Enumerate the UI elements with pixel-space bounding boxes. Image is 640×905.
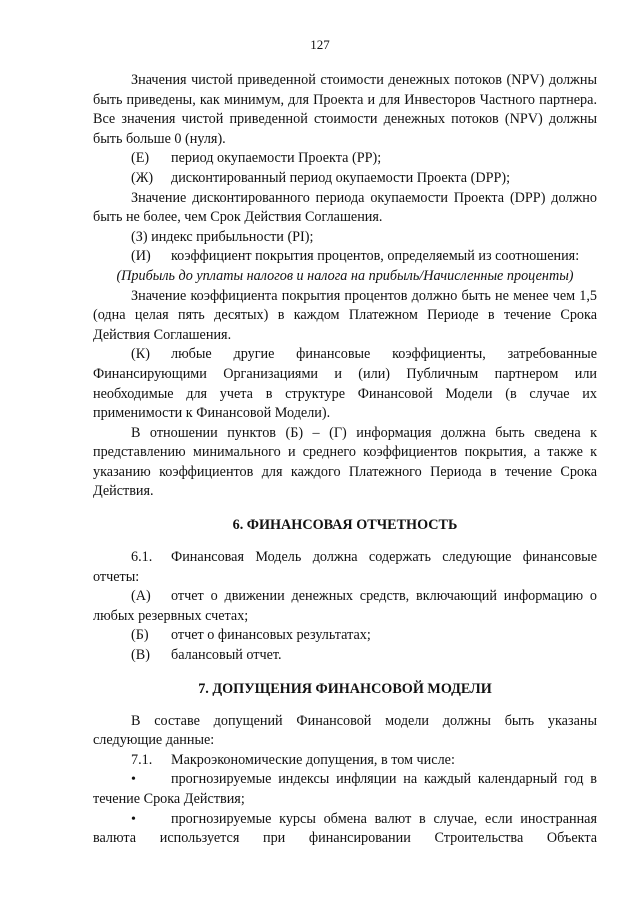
report-b: [93, 626, 597, 646]
section-7-intro: В составе допущений Финансовой модели должны быть указаны следующие данные:: [93, 712, 597, 749]
coverage-paragraph: Значение коэффициента покрытия процентов должно быть не менее чем 1,5 (одна целая пять десятых) в каждом Платежном Периоде в течение Срока Действия Соглашения.: [93, 287, 597, 343]
b-g-paragraph: В отношении пунктов (Б) – (Г) информация должна быть сведена к представлению минимального и среднего коэффициентов покрытия, а также к указанию коэффициентов для каждого Платежного Периода в течение Срока Действия.: [93, 424, 597, 500]
dpp-paragraph: Значение дисконтированного периода окупаемости Проекта (DPP) должно быть не более, чем Срок Действия Соглашения.: [93, 189, 597, 226]
report-v-text: балансовый отчет.: [171, 647, 282, 664]
bullet-inflation: [93, 770, 597, 809]
item-i: [93, 247, 597, 267]
page-content: [93, 71, 597, 849]
clause-7-1: [93, 751, 597, 771]
clause-6-1: [93, 548, 597, 587]
item-e-label: (Е): [131, 150, 150, 167]
report-v: [93, 646, 597, 666]
item-i-label: (И): [131, 248, 151, 265]
clause-6-1-label: 6.1.: [131, 549, 153, 566]
bullet-exchange: [93, 810, 597, 849]
bullet-inflation-text: прогнозируемые индексы инфляции на каждый календарный год в течение Срока Действия;: [93, 771, 597, 807]
bullet-icon: •: [131, 811, 136, 827]
item-z: (З) индекс прибыльности (PI);: [131, 228, 314, 245]
npv-paragraph: Значения чистой приведенной стоимости денежных потоков (NPV) должны быть приведены, как минимум, для Проекта и для Инвесторов Частного партнера. Все значения чистой приведенной стоимости денежных потоков (NPV) должны быть больше 0 (нуля).: [93, 72, 597, 147]
clause-7-1-text: Макроэкономические допущения, в том числе:: [171, 751, 455, 768]
coverage-formula: (Прибыль до уплаты налогов и налога на прибыль/Начисленные проценты): [116, 267, 574, 284]
report-a-label: (А): [131, 588, 151, 605]
section-7-heading: 7. ДОПУЩЕНИЯ ФИНАНСОВОЙ МОДЕЛИ: [198, 680, 492, 697]
item-i-text: коэффициент покрытия процентов, определяемый из соотношения:: [171, 248, 580, 265]
report-b-label: (Б): [131, 627, 149, 644]
item-zh-text: дисконтированный период окупаемости Проекта (DPP);: [171, 169, 511, 186]
item-e-text: период окупаемости Проекта (PP);: [171, 150, 382, 167]
report-b-text: отчет о финансовых результатах;: [171, 627, 371, 644]
item-k-label: (К): [131, 346, 150, 363]
item-k-text: любые другие финансовые коэффициенты, затребованные Финансирующими Организациями и (или) Публичным партнером или необходимые для учета в структуре Финансовой Модели (в случае их применимости к Финансовой Модели).: [93, 346, 597, 422]
item-zh-label: (Ж): [131, 169, 154, 186]
report-a-text: отчет о движении денежных средств, включающий информацию о любых резервных счетах;: [93, 588, 597, 624]
report-a: [93, 587, 597, 626]
report-v-label: (В): [131, 647, 150, 664]
clause-6-1-text: Финансовая Модель должна содержать следующие финансовые отчеты:: [93, 549, 597, 585]
section-6-heading: 6. ФИНАНСОВАЯ ОТЧЕТНОСТЬ: [232, 517, 458, 534]
item-e: [93, 149, 597, 169]
page-number: 127: [310, 37, 330, 52]
bullet-exchange-text: прогнозируемые курсы обмена валют в случае, если иностранная валюта используется при финансировании Строительства Объекта: [93, 810, 597, 847]
item-k: [93, 345, 597, 423]
bullet-icon: •: [131, 772, 136, 788]
clause-7-1-label: 7.1.: [131, 751, 153, 768]
item-zh: [93, 169, 597, 189]
